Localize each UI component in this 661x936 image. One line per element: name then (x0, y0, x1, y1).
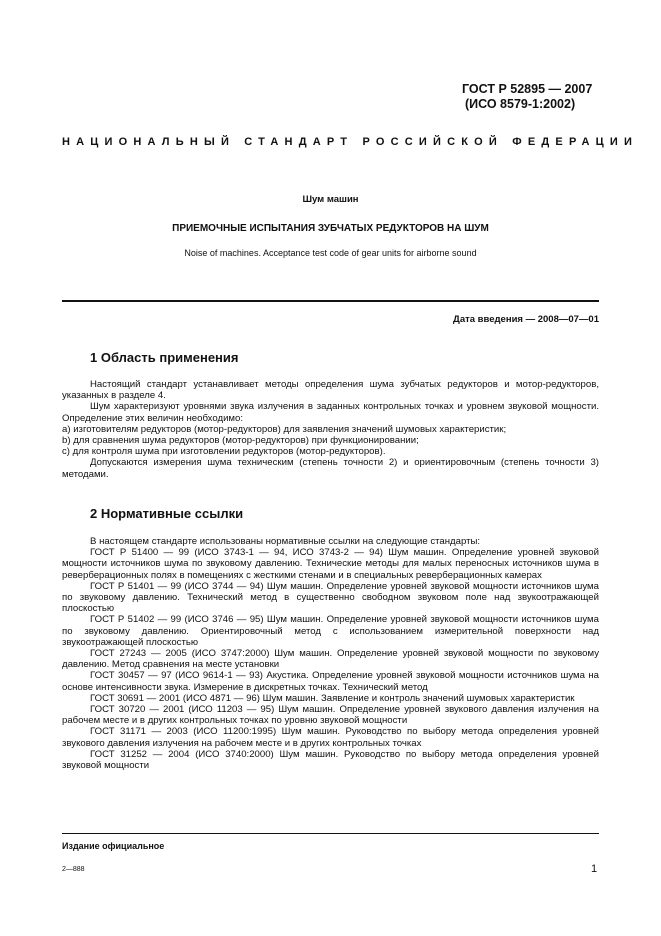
footer-divider (62, 833, 599, 834)
list-item: b) для сравнения шума редукторов (мотор-редукторов) при функционировании; (62, 435, 419, 447)
document-subtitle: Шум машин (302, 194, 359, 205)
national-standard-banner: НАЦИОНАЛЬНЫЙ СТАНДАРТ РОССИЙСКОЙ ФЕДЕРАЦИИ (62, 136, 639, 148)
paragraph: Допускаются измерения шума техническим (степень точности 2) и ориентировочным (степень точности 3) методами. (62, 457, 599, 480)
reference-item: ГОСТ 27243 — 2005 (ИСО 3747:2000) Шум машин. Определение уровней звуковой мощности по звуковому давлению. Метод сравнения на месте установки (62, 648, 599, 671)
reference-item: ГОСТ 31171 — 2003 (ИСО 11200:1995) Шум машин. Руководство по выбору метода определения уровней звукового давления излучения на рабочем месте и в других контрольных точках (62, 726, 599, 749)
reference-item: ГОСТ Р 51400 — 99 (ИСО 3743-1 — 94, ИСО 3743-2 — 94) Шум машин. Определение уровней звуковой мощности источников шума по звуковому давлению. Технические методы для малых переносных источников шума в реверберационных полях в помещениях с жесткими стенами и в специальных реверберационных камерах (62, 547, 599, 581)
list-item: c) для контроля шума при изготовлении редукторов (мотор-редукторов). (62, 446, 386, 458)
section-2-body (62, 536, 599, 771)
standard-designation (462, 82, 592, 112)
iso-reference: (ИСО 8579-1:2002) (465, 97, 576, 111)
print-code: 2—888 (62, 866, 85, 873)
reference-item: ГОСТ 30691 — 2001 (ИСО 4871 — 96) Шум машин. Заявление и контроль значений шумовых характеристик (90, 692, 575, 704)
reference-item: ГОСТ 30457 — 97 (ИСО 9614-1 — 93) Акустика. Определение уровней звуковой мощности источников шума на основе интенсивности звука. Измерение в дискретных точках. Технический метод (62, 670, 599, 693)
title-divider (62, 300, 599, 302)
edition-note: Издание официальное (62, 841, 165, 851)
section-2-heading: 2 Нормативные ссылки (90, 506, 244, 521)
paragraph: Настоящий стандарт устанавливает методы определения шума зубчатых редукторов и мотор-редукторов, указанных в разделе 4. (62, 379, 599, 402)
reference-item: ГОСТ 31252 — 2004 (ИСО 3740:2000) Шум машин. Руководство по выбору метода определения уровней звуковой мощности (62, 748, 599, 772)
introduction-date: Дата введения — 2008—07—01 (453, 314, 599, 325)
document-title-en: Noise of machines. Acceptance test code of gear units for airborne sound (184, 248, 477, 258)
document-title-ru: ПРИЕМОЧНЫЕ ИСПЫТАНИЯ ЗУБЧАТЫХ РЕДУКТОРОВ НА ШУМ (172, 223, 489, 234)
page-number: 1 (591, 863, 598, 875)
reference-item: ГОСТ Р 51402 — 99 (ИСО 3746 — 95) Шум машин. Определение уровней звуковой мощности источников шума по звуковому давлению. Ориентировочный метод с использованием измерительной поверхности над звукоотражающей плоскостью (62, 614, 599, 648)
paragraph: Шум характеризуют уровнями звука излучения в заданных контрольных точках и уровнем звуковой мощности. Определение этих величин необходимо: (62, 401, 599, 424)
section-1-body (62, 379, 599, 480)
reference-item: ГОСТ Р 51401 — 99 (ИСО 3744 — 94) Шум машин. Определение уровней звуковой мощности источников шума по звуковому давлению. Технический метод в существенно свободном звуковом поле над звукоотражающей плоскостью (62, 580, 599, 615)
list-item: a) изготовителям редукторов (мотор-редукторов) для заявления значений шумовых характеристик; (62, 423, 507, 435)
reference-item: ГОСТ 30720 — 2001 (ИСО 11203 — 95) Шум машин. Определение уровней звукового давления излучения на рабочем месте и в других контрольных точках по уровню звуковой мощности (62, 704, 599, 727)
paragraph: В настоящем стандарте использованы нормативные ссылки на следующие стандарты: (90, 536, 481, 547)
standard-number: ГОСТ Р 52895 — 2007 (462, 82, 593, 96)
section-1-heading: 1 Область применения (90, 350, 239, 365)
